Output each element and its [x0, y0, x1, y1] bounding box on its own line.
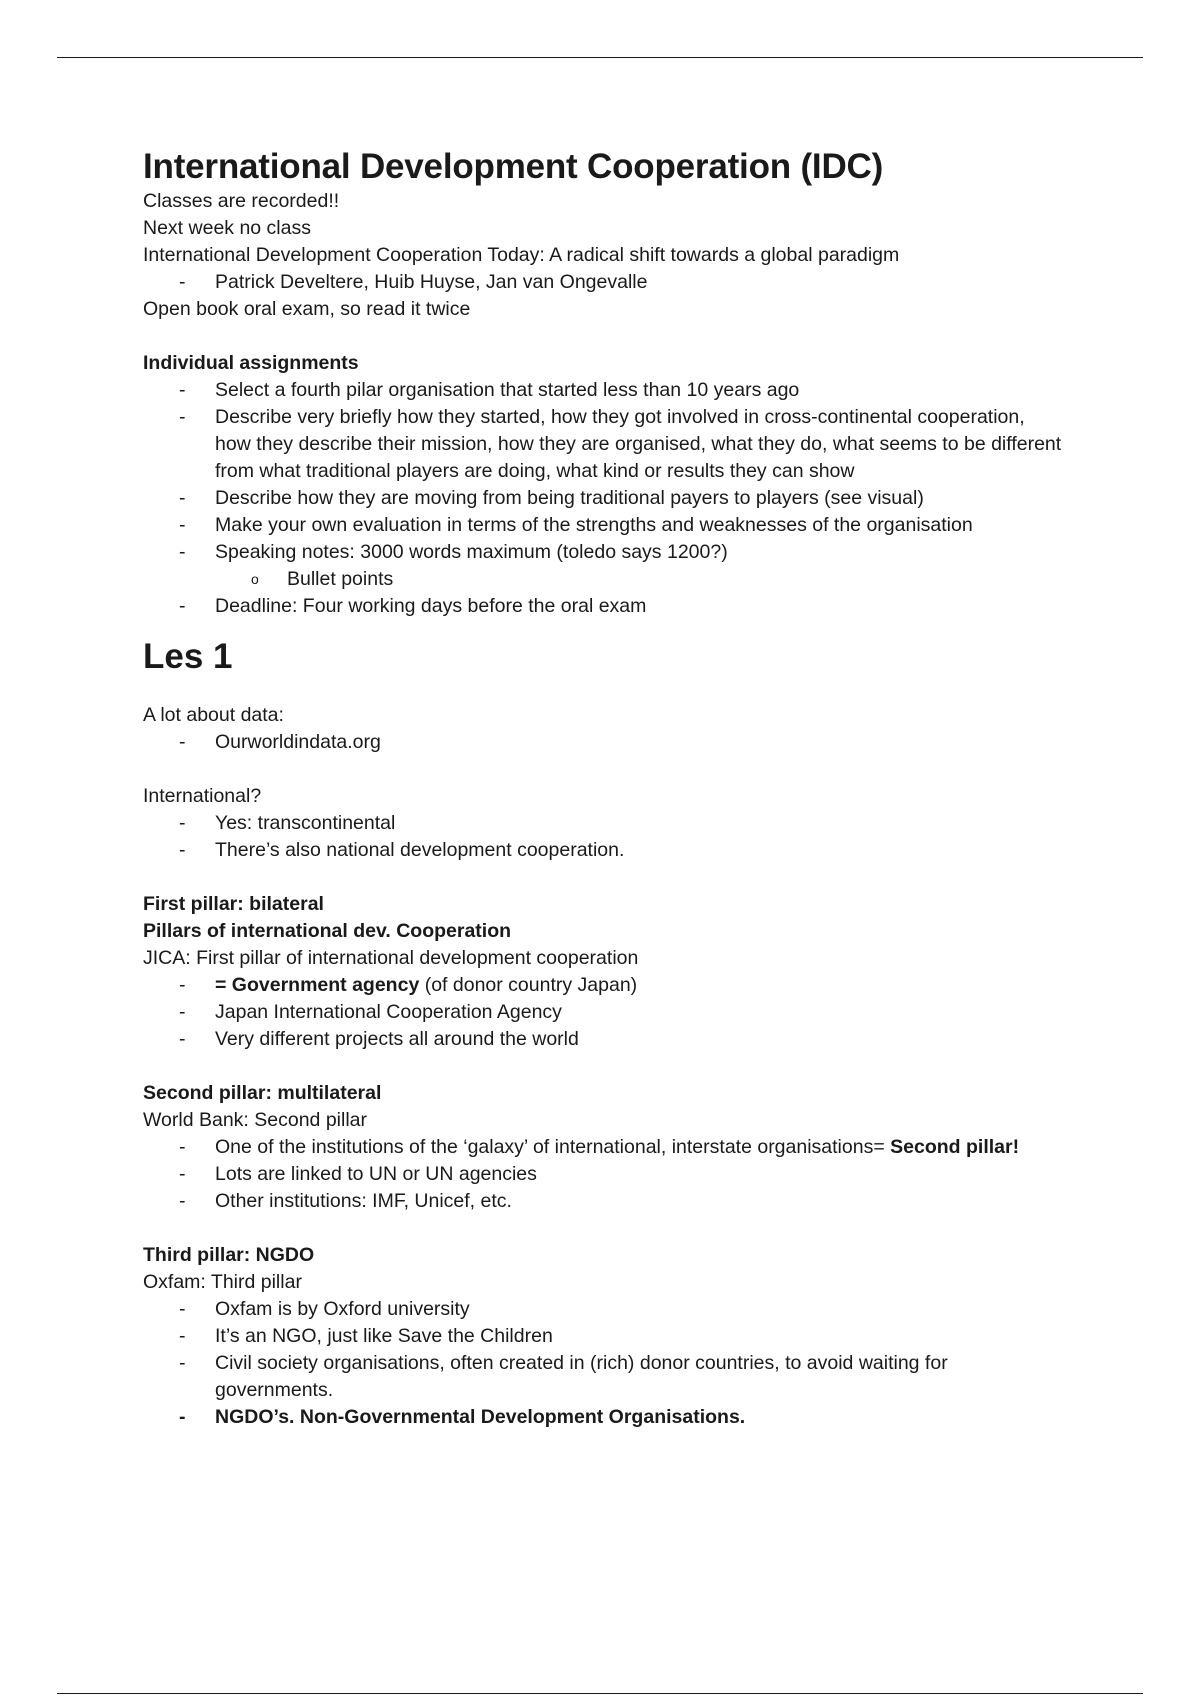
list-item — [143, 1404, 1063, 1431]
top-rule — [57, 57, 1143, 58]
list-item — [143, 972, 1063, 999]
dash-bullet: - — [179, 1028, 186, 1050]
dash-bullet: - — [179, 379, 186, 401]
third-pillar-intro: Oxfam: Third pillar — [143, 1271, 302, 1293]
dash-bullet: - — [179, 1406, 186, 1428]
list-item-bold-text: NGDO’s. Non-Governmental Development Organisations. — [215, 1406, 746, 1428]
list-item — [143, 837, 1063, 864]
list-item — [143, 810, 1063, 837]
list-item — [143, 566, 1063, 593]
list-item — [143, 1134, 1063, 1161]
intro-line-4: Open book oral exam, so read it twice — [143, 298, 471, 320]
data-intro: A lot about data: — [143, 704, 284, 726]
intro-line-1: Classes are recorded!! — [143, 190, 340, 212]
list-item-text: Oxfam is by Oxford university — [215, 1298, 470, 1320]
list-item — [143, 1188, 1063, 1215]
dash-bullet: - — [179, 1298, 186, 1320]
list-item — [143, 1026, 1063, 1053]
list-item-text: Very different projects all around the world — [215, 1028, 579, 1050]
second-pillar-list — [143, 1134, 1063, 1215]
list-item-text: Select a fourth pilar organisation that started less than 10 years ago — [215, 379, 800, 401]
dash-bullet: - — [179, 271, 186, 293]
list-item-text: Lots are linked to UN or UN agencies — [215, 1163, 537, 1185]
dash-bullet: - — [179, 1001, 186, 1023]
dash-bullet: - — [179, 595, 186, 617]
list-item — [143, 404, 1063, 485]
section-heading-les-1: Les 1 — [143, 637, 233, 676]
dash-bullet: - — [179, 974, 186, 996]
list-item — [143, 269, 1063, 296]
list-item-text: One of the institutions of the ‘galaxy’ of international, interstate organisations= — [215, 1136, 891, 1158]
list-item-text: Yes: transcontinental — [215, 812, 396, 834]
assignments-sublist — [143, 566, 1063, 593]
intro-line-2: Next week no class — [143, 217, 311, 239]
list-item — [143, 1323, 1063, 1350]
list-item-text: Civil society organisations, often created in (rich) donor countries, to avoid waiting for governments. — [215, 1352, 948, 1401]
list-item-text: Other institutions: IMF, Unicef, etc. — [215, 1190, 512, 1212]
list-item — [143, 593, 1063, 620]
document-title: International Development Cooperation (IDC) — [143, 147, 884, 186]
assignments-list — [143, 377, 1063, 566]
list-item-text: Speaking notes: 3000 words maximum (toledo says 1200?) — [215, 541, 728, 563]
second-pillar-intro: World Bank: Second pillar — [143, 1109, 368, 1131]
dash-bullet: - — [179, 1325, 186, 1347]
dash-bullet: - — [179, 812, 186, 834]
international-list — [143, 810, 1063, 864]
dash-bullet: - — [179, 1163, 186, 1185]
first-pillar-intro: JICA: First pillar of international development cooperation — [143, 947, 639, 969]
bottom-rule — [57, 1693, 1143, 1694]
list-item — [143, 539, 1063, 566]
list-item-text: Japan International Cooperation Agency — [215, 1001, 562, 1023]
international-question: International? — [143, 785, 262, 807]
third-pillar-list — [143, 1296, 1063, 1431]
list-item-text: Bullet points — [287, 568, 394, 590]
assignments-list-cont — [143, 593, 1063, 620]
dash-bullet: - — [179, 1352, 186, 1374]
authors-list — [143, 269, 1063, 296]
list-item-bold-text: Second pillar! — [890, 1136, 1020, 1158]
second-pillar-heading: Second pillar: multilateral — [143, 1082, 382, 1104]
first-pillar-heading: First pillar: bilateral — [143, 893, 324, 915]
dash-bullet: - — [179, 541, 186, 563]
dash-bullet: - — [179, 514, 186, 536]
dash-bullet: - — [179, 731, 186, 753]
first-pillar-list — [143, 972, 1063, 1053]
list-item — [143, 377, 1063, 404]
list-item-text: Ourworldindata.org — [215, 731, 381, 753]
third-pillar-heading: Third pillar: NGDO — [143, 1244, 315, 1266]
list-item-text: Describe very briefly how they started, how they got involved in cross-continental cooperation, how they describe their mission, how they are organised, what they do, what seems to be different from what traditional players are doing, what kind or results they can show — [215, 406, 1062, 482]
document-body — [143, 146, 1063, 1431]
dash-bullet: - — [179, 487, 186, 509]
pillars-subheading: Pillars of international dev. Cooperation — [143, 920, 512, 942]
list-item-text: (of donor country Japan) — [419, 974, 638, 996]
list-item-text: It’s an NGO, just like Save the Children — [215, 1325, 553, 1347]
intro-line-3: International Development Cooperation Today: A radical shift towards a global paradigm — [143, 244, 900, 266]
circle-bullet: o — [251, 571, 259, 587]
dash-bullet: - — [179, 406, 186, 428]
list-item — [143, 1161, 1063, 1188]
list-item — [143, 485, 1063, 512]
assignments-heading: Individual assignments — [143, 352, 359, 374]
list-item — [143, 1350, 1063, 1404]
list-item-text: Patrick Develtere, Huib Huyse, Jan van Ongevalle — [215, 271, 648, 293]
data-list — [143, 729, 1063, 756]
list-item-text: Make your own evaluation in terms of the strengths and weaknesses of the organisation — [215, 514, 973, 536]
dash-bullet: - — [179, 1136, 186, 1158]
dash-bullet: - — [179, 1190, 186, 1212]
list-item-text: There’s also national development cooperation. — [215, 839, 625, 861]
list-item — [143, 729, 1063, 756]
list-item — [143, 1296, 1063, 1323]
list-item-text: Deadline: Four working days before the oral exam — [215, 595, 647, 617]
list-item — [143, 999, 1063, 1026]
list-item-bold-text: = Government agency — [215, 974, 420, 996]
list-item-text: Describe how they are moving from being traditional payers to players (see visual) — [215, 487, 924, 509]
list-item — [143, 512, 1063, 539]
dash-bullet: - — [179, 839, 186, 861]
